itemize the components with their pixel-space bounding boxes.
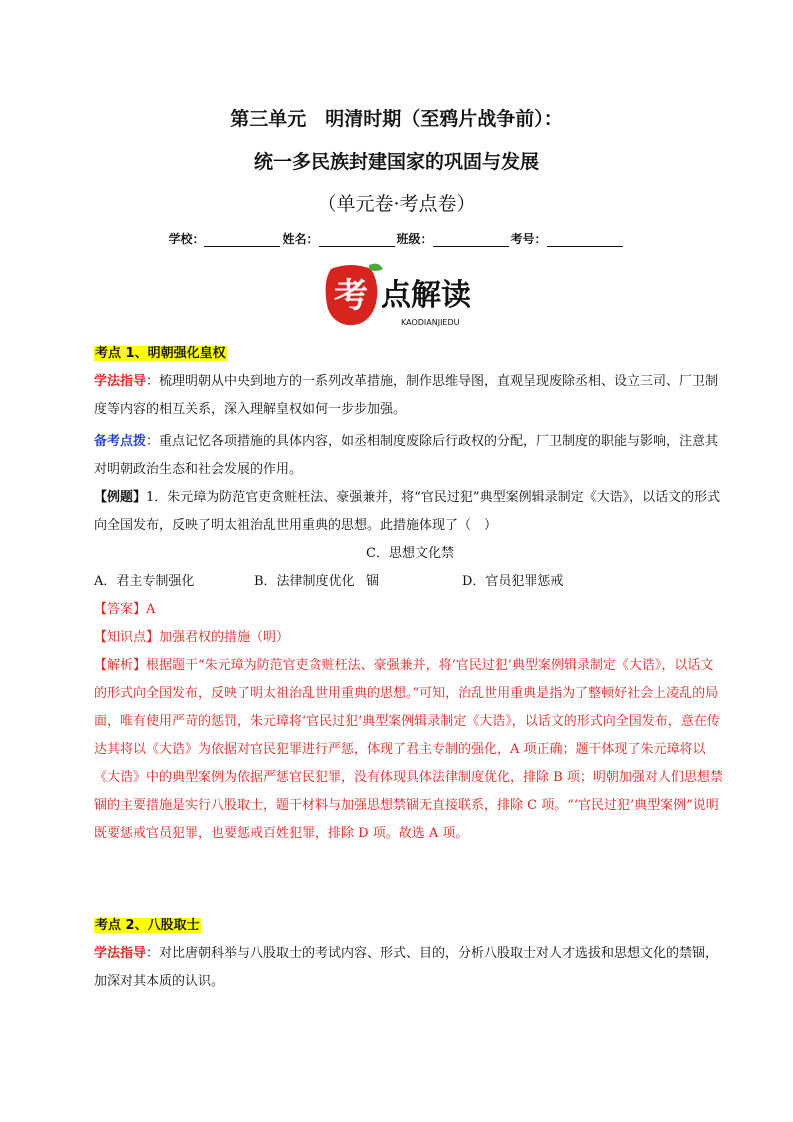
knowledge-value: 加强君权的措施（明） bbox=[159, 630, 290, 645]
logo-leaf bbox=[369, 264, 383, 271]
option-c[interactable]: C．思想文化禁锢 bbox=[366, 546, 454, 589]
section-1-heading: 考点 1、明朝强化皇权 bbox=[95, 346, 226, 361]
section-2-method bbox=[94, 940, 724, 996]
page-title: 第三单元 明清时期（至鸦片战争前）： bbox=[230, 108, 563, 130]
exam-no-label: 考号： bbox=[510, 232, 547, 246]
option-a[interactable]: A．君主专制强化 bbox=[94, 574, 195, 589]
page-title-line2: 统一多民族封建国家的巩固与发展 bbox=[253, 151, 539, 173]
class-blank[interactable] bbox=[433, 234, 509, 247]
tip-label: 备考点拨 bbox=[94, 434, 147, 449]
knowledge-label: 【知识点】 bbox=[94, 630, 160, 645]
tip-text: ：重点记忆各项措施的具体内容，如丞相制度废除后行政权的分配，厂卫制度的职能与影响，注意其对明朝政治生态和社会发展的作用。 bbox=[94, 434, 719, 477]
section-2-heading: 考点 2、八股取士 bbox=[95, 918, 200, 933]
section-1 bbox=[94, 340, 724, 848]
option-b[interactable]: B．法律制度优化 bbox=[254, 574, 355, 589]
logo-pinyin: KAODIANJIEDU bbox=[401, 318, 460, 327]
answer-label: 【答案】 bbox=[94, 602, 147, 617]
options-row bbox=[94, 540, 724, 596]
answer-row bbox=[94, 596, 724, 624]
school-blank[interactable] bbox=[204, 234, 280, 247]
section-1-method bbox=[94, 368, 724, 424]
analysis-label: 【解析】 bbox=[94, 658, 147, 673]
student-info-form bbox=[0, 230, 793, 247]
name-label: 姓名： bbox=[282, 232, 319, 246]
page-subtitle: （单元卷·考点卷） bbox=[317, 193, 476, 215]
method-label-2: 学法指导 bbox=[94, 946, 147, 961]
method-text-2: ：对比唐朝科举与八股取士的考试内容、形式、目的，分析八股取士对人才选拔和思想文化的禁锢，加深对其本质的认识。 bbox=[94, 946, 719, 989]
answer-value: A bbox=[146, 602, 156, 617]
section-2 bbox=[94, 912, 724, 996]
example-label: 【例题】 bbox=[94, 490, 147, 505]
method-text: ：梳理明朝从中央到地方的一系列改革措施，制作思维导图，直观呈现废除丞相、设立三司、厂卫制度等内容的相互关系，深入理解皇权如何一步步加强。 bbox=[94, 374, 719, 417]
section-1-tip bbox=[94, 428, 724, 484]
example-question bbox=[94, 484, 724, 540]
section-2-heading-row bbox=[94, 912, 724, 940]
school-label: 学校： bbox=[168, 232, 205, 246]
exam-no-blank[interactable] bbox=[547, 234, 623, 247]
kaodian-jiedu-logo bbox=[323, 263, 491, 329]
logo-kao-char: 考 bbox=[334, 276, 368, 316]
example-text: 1．朱元璋为防范官吏贪赃枉法、豪强兼并，将“官民过犯”典型案例辑录制定《大诰》，以话文的形式向全国发布，反映了明太祖治乱世用重典的思想。此措施体现了（ ） bbox=[94, 490, 721, 533]
option-d[interactable]: D．官员犯罪惩戒 bbox=[462, 574, 564, 589]
method-label: 学法指导 bbox=[94, 374, 147, 389]
analysis-row bbox=[94, 652, 724, 848]
logo-rest-chars: 点解读 bbox=[381, 278, 471, 313]
analysis-text: 根据题干“朱元璋为防范官吏贪赃枉法、豪强兼并，将‘官民过犯’典型案例辑录制定《大诰》，以话文的形式向全国发布，反映了明太祖治乱世用重典的思想。”可知，治乱世用重典是指为了整顿好社会上凌乱的局面，唯有使用严苛的惩罚，朱元璋将‘官民过犯’典型案例辑录制定《大诰》，以话文的形式向全国发布，意在传达其将以《大诰》为依据对官民犯罪进行严惩，体现了君主专制的强化，A 项正确；题干体现了朱元璋将以《大诰》中的典型案例为依据严惩官民犯罪，没有体现具体法律制度优化，排除 B 项；明朝加强对人们思想禁锢的主要措施是实行八股取士，题干材料与加强思想禁锢无直接联系，排除 C 项。“‘官民过犯’典型案例”说明既要惩戒官员犯罪，也要惩戒百姓犯罪，排除 D 项。故选 A 项。 bbox=[94, 658, 723, 841]
section-1-heading-row bbox=[94, 340, 724, 368]
class-label: 班级： bbox=[396, 232, 433, 246]
knowledge-row bbox=[94, 624, 724, 652]
name-blank[interactable] bbox=[319, 234, 395, 247]
